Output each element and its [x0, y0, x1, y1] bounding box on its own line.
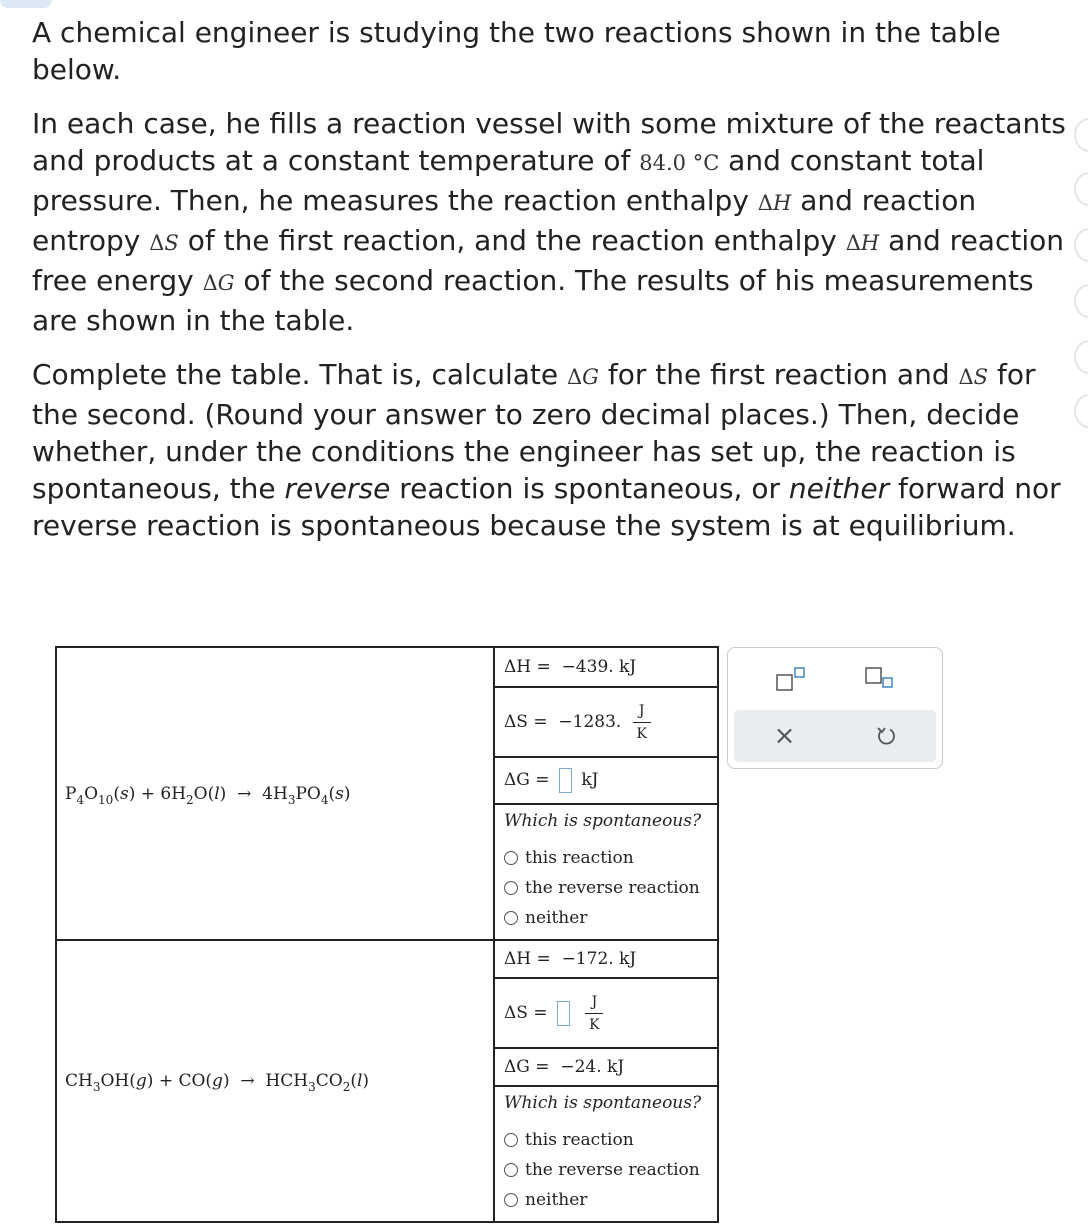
- reaction-1-equation: $P_4O_{10}(s) + 6H_2O(l) \to 4H_3PO_4(s)$: [56, 647, 494, 940]
- reaction-2-dS-input[interactable]: [557, 1001, 570, 1026]
- subscript-button[interactable]: [857, 662, 901, 698]
- radio-option-reverse-reaction[interactable]: the reverse reaction: [504, 1155, 717, 1185]
- reaction-2-dS: ΔS = $\frac{J}{K}$: [494, 978, 718, 1048]
- radio-option-neither[interactable]: neither: [504, 903, 717, 933]
- reaction-1-spontaneity: [494, 804, 718, 940]
- undo-button[interactable]: [864, 718, 908, 754]
- radio-icon[interactable]: [504, 1193, 518, 1207]
- reaction-2-dH: ΔH = −172. kJ: [494, 940, 718, 978]
- top-tab-nub: [0, 0, 52, 8]
- paragraph-intro: A chemical engineer is studying the two reactions shown in the table below.: [32, 16, 1001, 86]
- superscript-button[interactable]: [770, 662, 814, 698]
- clear-button[interactable]: [763, 718, 807, 754]
- radio-icon[interactable]: [504, 851, 518, 865]
- reaction-2-spontaneity: [494, 1086, 718, 1222]
- reaction-1-dG: ΔG = kJ: [494, 757, 718, 804]
- reaction-1-dG-input[interactable]: [559, 768, 572, 793]
- paragraph-setup: In each case, he fills a reaction vessel with some mixture of the reactants and products at a constant temperature of 84.0 °C and constant total pressure. Then, he measures the reaction enthalpy ΔH and reaction entropy ΔS of the first reaction, and the reaction enthalpy ΔH and reaction free energy ΔG of the second reaction. The results of his measurements are shown in the table.: [32, 107, 1066, 337]
- reaction-2-dG: ΔG = −24. kJ: [494, 1048, 718, 1086]
- radio-icon[interactable]: [504, 911, 518, 925]
- reaction-2-equation: $CH_3OH(g) + CO(g) \to HCH_3CO_2(l)$: [56, 940, 494, 1222]
- temperature-value: 84.0 °C: [639, 151, 720, 175]
- spontaneity-question: Which is spontaneous?: [504, 1093, 702, 1113]
- close-icon: ×: [773, 721, 796, 751]
- problem-statement: [32, 14, 1082, 561]
- reaction-table: [55, 646, 719, 1223]
- subscript-box-icon: [862, 666, 896, 694]
- radio-option-reverse-reaction[interactable]: the reverse reaction: [504, 873, 717, 903]
- paragraph-instructions: Complete the table. That is, calculate ΔG for the first reaction and ΔS for the second. (Round your answer to zero decimal places.) Then, decide whether, under the conditions the engineer has set up, the reaction is spontaneous, the reverse reaction is spontaneous, or neither forward nor reverse reaction is spontaneous because the system is at equilibrium.: [32, 358, 1061, 542]
- radio-option-this-reaction[interactable]: this reaction: [504, 843, 717, 873]
- superscript-box-icon: [775, 666, 809, 694]
- radio-option-neither[interactable]: neither: [504, 1185, 717, 1215]
- reaction-1-dH: ΔH = −439. kJ: [494, 647, 718, 687]
- answer-toolbox: [727, 647, 943, 769]
- spontaneity-question: Which is spontaneous?: [504, 811, 702, 831]
- undo-icon: [875, 725, 897, 747]
- reaction-1-dS: ΔS = −1283. $\frac{J}{K}$: [494, 687, 718, 757]
- radio-icon[interactable]: [504, 1163, 518, 1177]
- radio-option-this-reaction[interactable]: this reaction: [504, 1125, 717, 1155]
- radio-icon[interactable]: [504, 881, 518, 895]
- radio-icon[interactable]: [504, 1133, 518, 1147]
